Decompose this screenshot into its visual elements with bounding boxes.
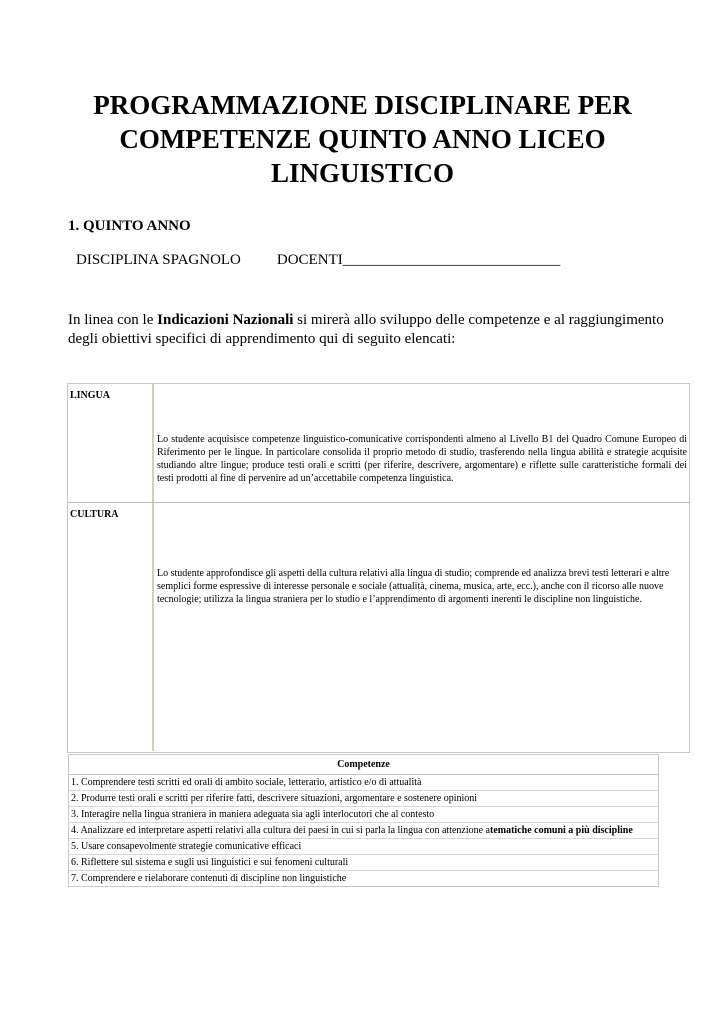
- row-text-cultura: Lo studente approfondisce gli aspetti della cultura relativi alla lingua di studio; comprende ed analizza brevi testi letterari e altre semplici forme espressive di interesse personale e sociale (attualità, cinema, musica, arte, ecc.), anche con il ricorso alle nuove tecnologie; utilizza la lingua straniera per lo studio e l’apprendimento di argomenti inerenti le discipline non linguistiche.: [157, 568, 670, 605]
- competenza-item-7: 7. Comprendere e rielaborare contenuti di discipline non linguistiche: [71, 873, 347, 884]
- competenza-item-6: 6. Riflettere sul sistema e sugli usi linguistici e sui fenomeni culturali: [69, 855, 658, 871]
- competenza-item-5: 5. Usare consapevolmente strategie comunicative efficaci: [69, 839, 658, 855]
- row-label-lingua: LINGUA: [68, 384, 154, 502]
- competenza-item-1: 1. Comprendere testi scritti ed orali di ambito sociale, letterario, artistico e/o di attualità: [69, 775, 658, 791]
- competenza-item-3: 3. Interagire nella lingua straniera in maniera adeguata sia agli interlocutori che al contesto: [69, 807, 658, 823]
- competenza-item-4-bold: tematiche comuni a più discipline: [489, 825, 633, 836]
- discipline-line: [76, 252, 560, 269]
- intro-paragraph: [68, 311, 668, 349]
- intro-bold-term: Indicazioni Nazionali: [157, 312, 294, 328]
- discipline-label: DISCIPLINA SPAGNOLO: [76, 252, 241, 268]
- lingua-cultura-table: [67, 383, 690, 753]
- competenza-item-4-text: 4. Analizzare ed interpretare aspetti relativi alla cultura dei paesi in cui si parla la lingua con attenzione a: [71, 825, 490, 836]
- table-row-lingua: [68, 384, 689, 503]
- row-label-cultura: CULTURA: [68, 503, 154, 751]
- row-text-lingua: Lo studente acquisisce competenze linguistico-comunicative corrispondenti almeno al Livello B1 del Quadro Comune Europeo di Riferimento per le lingue. In particolare consolida il proprio metodo di studio, trasferendo nella lingua abilità e strategie acquisite studiando altre lingue; produce testi orali e scritti (per riferire, descrivere, argomentare) e riflette sulle caratteristiche formali dei testi prodotti al fine di pervenire ad un’accettabile competenza linguistica.: [157, 434, 687, 484]
- table-row-cultura: [68, 503, 689, 751]
- competenze-header: Competenze: [69, 755, 658, 775]
- intro-text-before: In linea con le: [68, 312, 158, 328]
- document-title: PROGRAMMAZIONE DISCIPLINARE PER COMPETENZE QUINTO ANNO LICEO LINGUISTICO: [93, 90, 632, 188]
- section-heading: 1. QUINTO ANNO: [68, 218, 191, 234]
- intro-text-after: si mirerà allo sviluppo delle competenze e al raggiungimento degli obiettivi specifici di apprendimento qui di seguito elencati:: [68, 312, 664, 347]
- competenze-table: [68, 754, 659, 887]
- competenza-item-4: [69, 823, 658, 839]
- teachers-field: DOCENTI_____________________________: [276, 252, 561, 268]
- competenza-item-2: 2. Produrre testi orali e scritti per riferire fatti, descrivere situazioni, argomentare e sostenere opinioni: [69, 791, 658, 807]
